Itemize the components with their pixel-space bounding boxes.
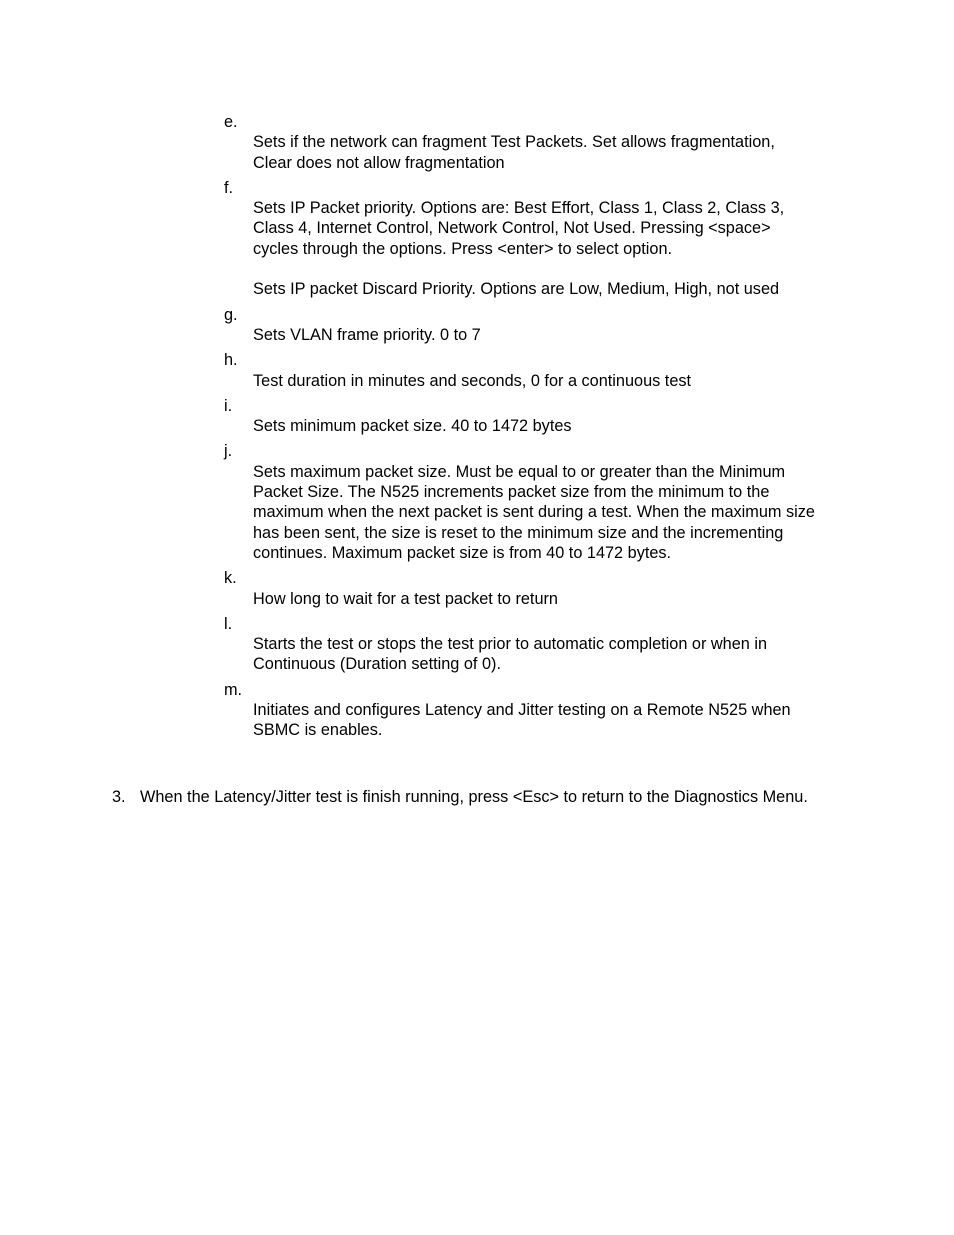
item-marker: m. bbox=[224, 680, 243, 699]
item-description: Sets VLAN frame priority. 0 to 7 bbox=[253, 325, 481, 344]
step-number: 3. bbox=[112, 788, 126, 806]
list-item-l bbox=[224, 614, 824, 675]
list-item-g bbox=[224, 305, 824, 346]
item-marker: l. bbox=[224, 614, 233, 633]
item-description: Starts the test or stops the test prior to automatic completion or when in Continuous (Duration setting of 0). bbox=[253, 635, 768, 674]
item-marker: e. bbox=[224, 113, 238, 131]
item-marker: j. bbox=[224, 442, 233, 461]
item-description: Sets maximum packet size. Must be equal to or greater than the Minimum Packet Size. The N525 increments packet size from the minimum to the maximum when the next packet is sent during a test. When the maximum size has been sent, the size is reset to the minimum size and the incrementing continues. Maximum packet size is from 40 to 1472 bytes. bbox=[253, 462, 815, 562]
item-description: Sets IP Packet priority. Options are: Best Effort, Class 1, Class 2, Class 3, Class 4, Internet Control, Network Control, Not Used. Pressing <space> cycles through the options. Press <enter> to select option. bbox=[253, 199, 785, 258]
item-extra-description: Sets IP packet Discard Priority. Options are Low, Medium, High, not used bbox=[253, 280, 780, 299]
item-description: Sets minimum packet size. 40 to 1472 bytes bbox=[253, 417, 572, 436]
item-description: Test duration in minutes and seconds, 0 for a continuous test bbox=[253, 371, 692, 390]
step-3 bbox=[112, 787, 812, 807]
item-marker: g. bbox=[224, 305, 238, 324]
list-item-h bbox=[224, 350, 824, 391]
item-marker: i. bbox=[224, 396, 233, 415]
step-text: When the Latency/Jitter test is finish running, press <Esc> to return to the Diagnostics Menu. bbox=[140, 788, 808, 806]
item-marker: k. bbox=[224, 569, 237, 588]
list-item-m bbox=[224, 680, 824, 741]
item-marker: h. bbox=[224, 351, 238, 370]
list-item-e bbox=[224, 112, 824, 173]
item-description: Sets if the network can fragment Test Packets. Set allows fragmentation, Clear does not allow fragmentation bbox=[253, 133, 775, 172]
option-list bbox=[224, 112, 824, 746]
item-description: How long to wait for a test packet to return bbox=[253, 589, 558, 608]
list-item-f bbox=[224, 178, 824, 300]
item-marker: f. bbox=[224, 178, 234, 197]
list-item-j bbox=[224, 441, 824, 563]
list-item-k bbox=[224, 568, 824, 609]
list-item-i bbox=[224, 396, 824, 437]
item-description: Initiates and configures Latency and Jitter testing on a Remote N525 when SBMC is enables. bbox=[253, 701, 791, 740]
